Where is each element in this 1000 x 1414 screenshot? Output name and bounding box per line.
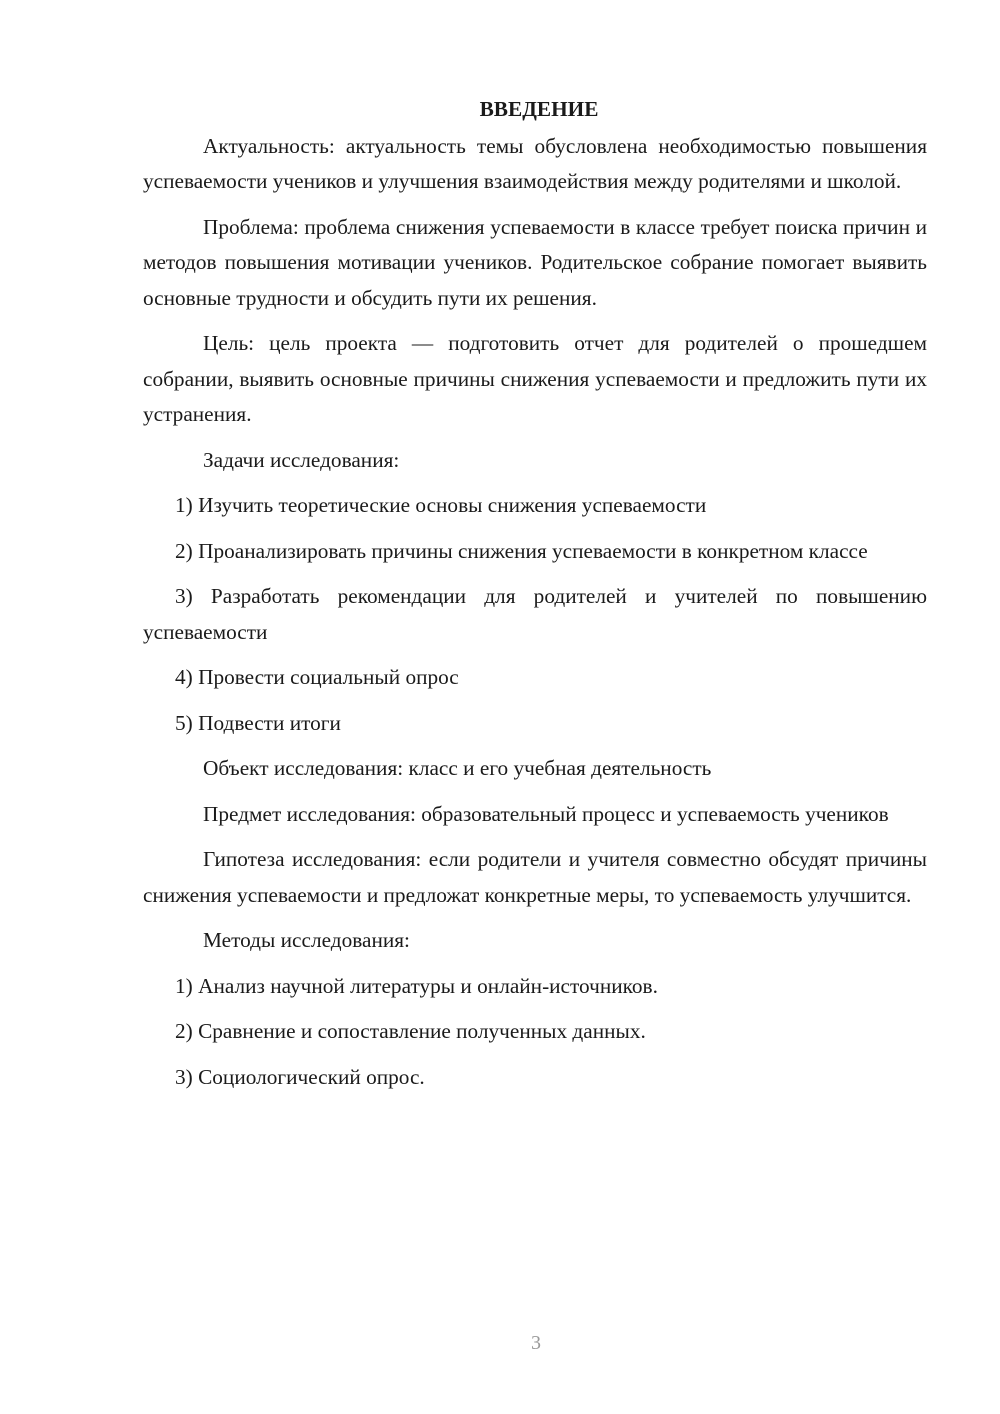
methods-heading: Методы исследования: <box>203 928 410 952</box>
task-item-3: 3) Разработать рекомендации для родителей и учителей по повышению успеваемости <box>143 584 927 644</box>
paragraph-hypothesis: Гипотеза исследования: если родители и учителя совместно обсудят причины снижения успеваемости и предложат конкретные меры, то успеваемость улучшится. <box>143 847 927 907</box>
method-item-3: 3) Социологический опрос. <box>175 1064 425 1089</box>
page-number: 3 <box>531 1332 541 1354</box>
tasks-heading: Задачи исследования: <box>203 447 400 472</box>
paragraph-object: Объект исследования: класс и его учебная деятельность <box>203 756 712 780</box>
page-content <box>143 92 927 1105</box>
paragraph-problem: Проблема: проблема снижения успеваемости в классе требует поиска причин и методов повышения мотивации учеников. Родительское собрание помогает выявить основные трудности и обсудить пути их решения. <box>143 214 927 310</box>
task-item-2: 2) Проанализировать причины снижения успеваемости в конкретном классе <box>175 538 868 563</box>
method-item-2: 2) Сравнение и сопоставление полученных данных. <box>175 1019 646 1043</box>
task-item-4: 4) Провести социальный опрос <box>175 665 459 689</box>
section-title: ВВЕДЕНИЕ <box>479 97 599 121</box>
paragraph-subject: Предмет исследования: образовательный процесс и успеваемость учеников <box>203 801 889 826</box>
task-item-1: 1) Изучить теоретические основы снижения успеваемости <box>175 493 707 517</box>
paragraph-relevance: Актуальность: актуальность темы обусловлена необходимостью повышения успеваемости учеников и улучшения взаимодействия между родителями и школой. <box>143 133 927 193</box>
method-item-1: 1) Анализ научной литературы и онлайн-источников. <box>175 973 658 998</box>
task-item-5: 5) Подвести итоги <box>175 710 341 735</box>
paragraph-goal: Цель: цель проекта — подготовить отчет для родителей о прошедшем собрании, выявить основные причины снижения успеваемости и предложить пути их устранения. <box>143 331 927 426</box>
